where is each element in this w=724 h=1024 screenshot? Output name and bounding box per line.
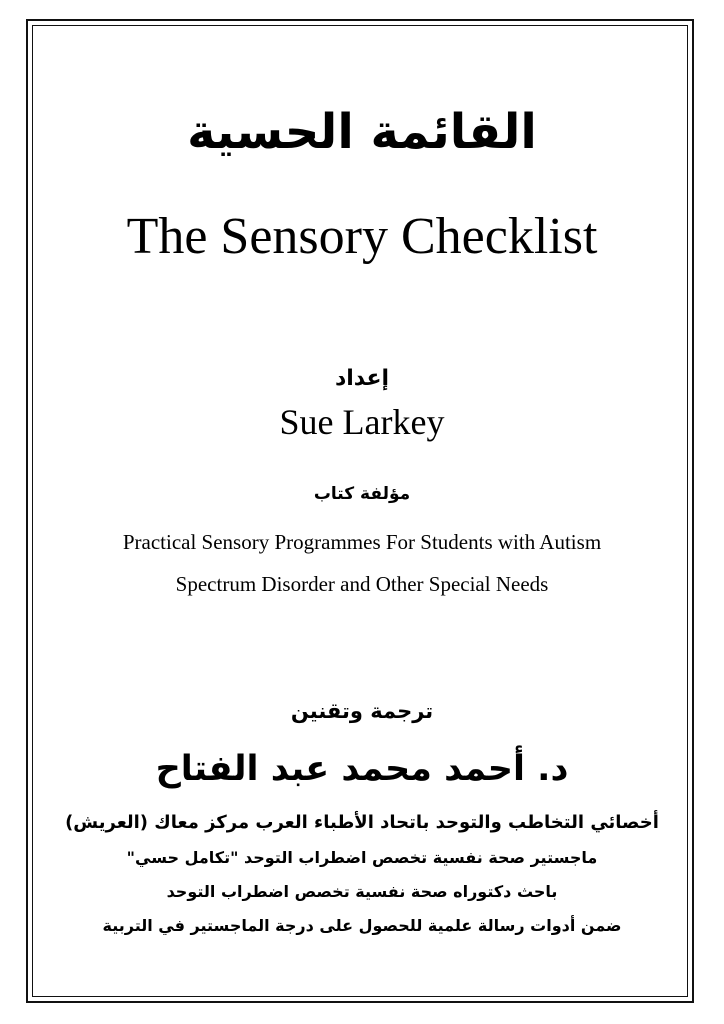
credential-line: ضمن أدوات رسالة علمية للحصول على درجة الماجستير في التربية (102, 916, 622, 935)
credential-line: ماجستير صحة نفسية تخصص اضطراب التوحد "تكامل حسي" (126, 848, 598, 867)
credential-line: باحث دكتوراه صحة نفسية تخصص اضطراب التوحد (166, 882, 558, 901)
title-english: The Sensory Checklist (126, 208, 598, 265)
translation-label: ترجمة وتقنين (290, 699, 434, 723)
title-arabic: القائمة الحسية (187, 104, 537, 160)
book-title-line-1: Practical Sensory Programmes For Students with Autism (122, 530, 602, 554)
author-name: Sue Larkey (279, 402, 445, 442)
credential-line: أخصائي التخاطب والتوحد باتحاد الأطباء العرب مركز معاك (العريش) (65, 812, 659, 833)
prepared-by-label: إعداد (334, 366, 390, 391)
author-of-label: مؤلفة كتاب (313, 484, 411, 504)
book-title-line-2: Spectrum Disorder and Other Special Needs (175, 572, 549, 596)
translator-name: د. أحمد محمد عبد الفتاح (155, 749, 569, 789)
